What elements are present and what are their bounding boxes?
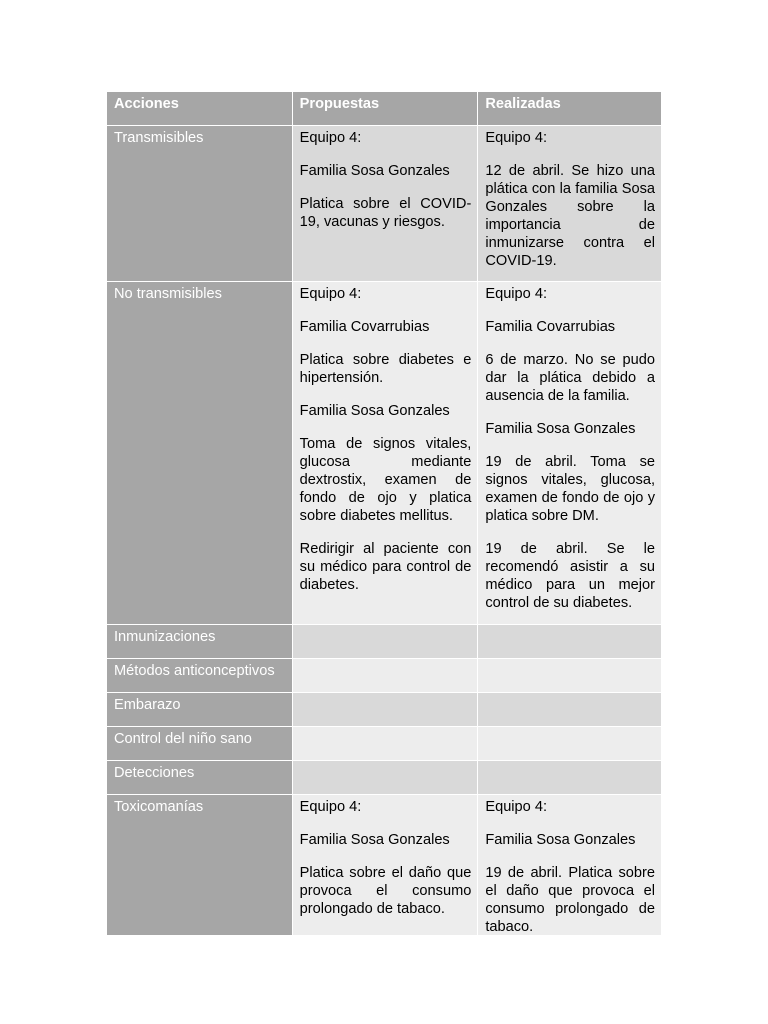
cell-paragraph: 6 de marzo. No se pudo dar la plática debido a ausencia de la familia. xyxy=(485,352,656,404)
cell-paragraph: 19 de abril. Se le recomendó asistir a su médico para un mejor control de su diabetes. xyxy=(485,541,656,611)
row-label: Toxicomanías xyxy=(107,795,292,935)
table-row xyxy=(107,625,661,658)
table-row xyxy=(107,282,661,624)
realizadas-cell xyxy=(478,659,661,692)
table-row xyxy=(107,693,661,726)
realizadas-cell xyxy=(478,727,661,760)
cell-paragraph: Equipo 4: xyxy=(299,799,362,815)
row-label: Embarazo xyxy=(107,693,292,726)
realizadas-cell xyxy=(478,625,661,658)
row-label: Inmunizaciones xyxy=(107,625,292,658)
propuestas-cell xyxy=(293,625,478,658)
table-header-row xyxy=(107,92,661,125)
propuestas-cell xyxy=(293,727,478,760)
cell-paragraph: Equipo 4: xyxy=(299,130,362,146)
realizadas-cell xyxy=(478,795,661,935)
cell-paragraph: Platica sobre el COVID-19, vacunas y riesgos. xyxy=(299,196,472,230)
cell-paragraph: Equipo 4: xyxy=(485,130,548,146)
cell-paragraph: 19 de abril. Platica sobre el daño que provoca el consumo prolongado de tabaco. xyxy=(485,865,656,935)
table-row xyxy=(107,126,661,281)
cell-paragraph: Familia Covarrubias xyxy=(299,319,430,335)
propuestas-cell xyxy=(293,795,478,935)
cell-paragraph: Familia Sosa Gonzales xyxy=(485,421,636,437)
realizadas-cell xyxy=(478,761,661,794)
actions-table xyxy=(107,92,661,935)
cell-paragraph: Toma de signos vitales, glucosa mediante dextrostix, examen de fondo de ojo y platica sobre diabetes mellitus. xyxy=(299,436,472,524)
table-row xyxy=(107,727,661,760)
header-acciones: Acciones xyxy=(107,92,292,125)
realizadas-cell xyxy=(478,126,661,281)
row-label: Transmisibles xyxy=(107,126,292,281)
cell-paragraph: 12 de abril. Se hizo una plática con la familia Sosa Gonzales sobre la importancia de inmunizarse contra el COVID-19. xyxy=(485,163,656,269)
table-row xyxy=(107,761,661,794)
cell-paragraph: Familia Sosa Gonzales xyxy=(299,163,450,179)
cell-paragraph: 19 de abril. Toma se signos vitales, glucosa, examen de fondo de ojo y platica sobre DM. xyxy=(485,454,656,524)
row-label: Métodos anticonceptivos xyxy=(107,659,292,692)
table-row xyxy=(107,795,661,935)
row-label: No transmisibles xyxy=(107,282,292,624)
cell-paragraph: Familia Sosa Gonzales xyxy=(299,403,450,419)
realizadas-cell xyxy=(478,693,661,726)
cell-paragraph: Platica sobre el daño que provoca el consumo prolongado de tabaco. xyxy=(299,865,472,917)
propuestas-cell xyxy=(293,693,478,726)
header-propuestas: Propuestas xyxy=(293,92,478,125)
realizadas-cell xyxy=(478,282,661,624)
row-label: Control del niño sano xyxy=(107,727,292,760)
cell-paragraph: Familia Sosa Gonzales xyxy=(485,832,636,848)
header-realizadas: Realizadas xyxy=(478,92,661,125)
cell-paragraph: Equipo 4: xyxy=(485,286,548,302)
cell-paragraph: Familia Sosa Gonzales xyxy=(299,832,450,848)
propuestas-cell xyxy=(293,126,478,281)
cell-paragraph: Redirigir al paciente con su médico para control de diabetes. xyxy=(299,541,472,593)
row-label: Detecciones xyxy=(107,761,292,794)
table-row xyxy=(107,659,661,692)
propuestas-cell xyxy=(293,761,478,794)
cell-paragraph: Equipo 4: xyxy=(299,286,362,302)
propuestas-cell xyxy=(293,659,478,692)
cell-paragraph: Equipo 4: xyxy=(485,799,548,815)
cell-paragraph: Platica sobre diabetes e hipertensión. xyxy=(299,352,472,386)
propuestas-cell xyxy=(293,282,478,624)
cell-paragraph: Familia Covarrubias xyxy=(485,319,616,335)
